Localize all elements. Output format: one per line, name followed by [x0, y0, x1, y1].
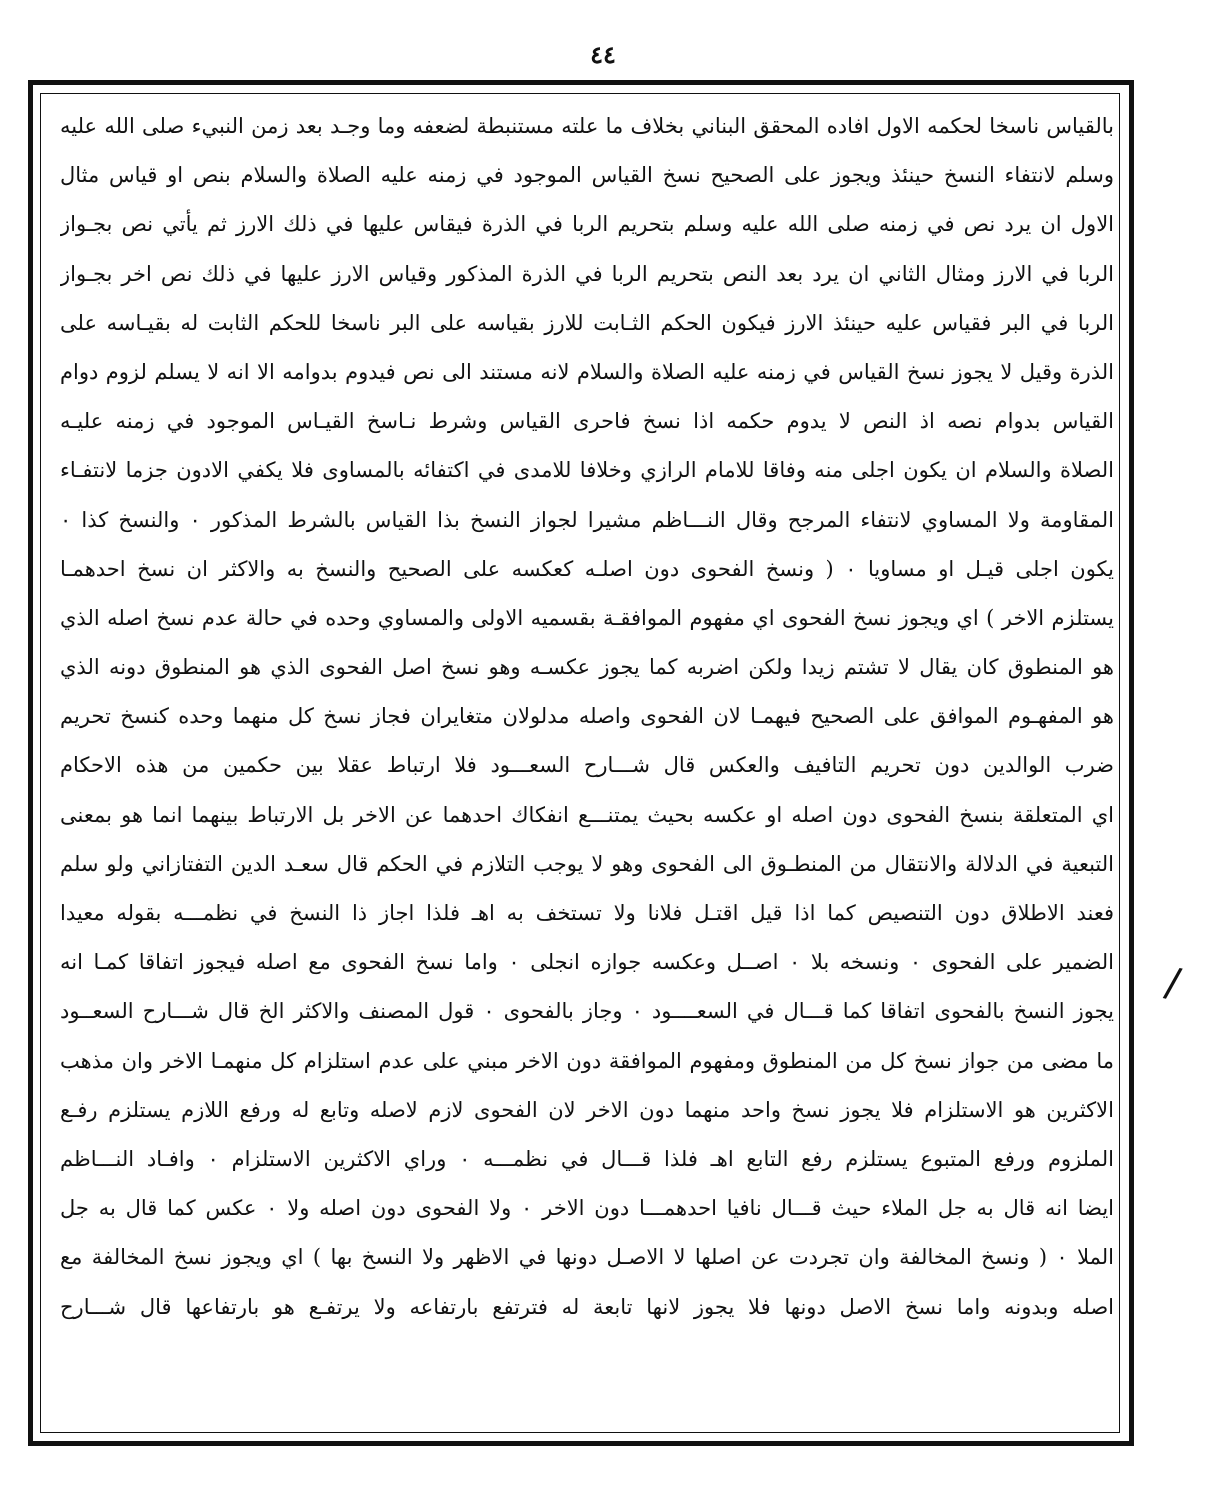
body-text	[60, 102, 1114, 1422]
text-line: فعند الاطلاق دون التنصيص كما اذا قيل اقتـل فلانا ولا تستخف به اهـ فلذا اجاز ذا النسخ في نظمـــه بقوله معيدا	[60, 901, 1114, 925]
text-line: اي المتعلقة بنسخ الفحوى دون اصله او عكسه بحيث يمتنـــع انفكاك احدهما عن الاخر بل الارتباط بينهما انما هو بمعنى	[60, 802, 1114, 827]
text-line: الربا في البر فقياس عليه حينئذ الارز فيكون الحكم الثـابت للارز بقياسه على البر ناسخا للحكم الثابت له بقيـاسه على	[60, 310, 1114, 335]
text-line: يستلزم الاخر ) اي ويجوز نسخ الفحوى اي مفهوم الموافقـة بقسميه الاولى والمساوي وحده في حالة عدم نسخ اصله الذي	[60, 605, 1114, 630]
text-line: ايضا انه قال به جل الملاء حيث قـــال نافيا احدهمـــا دون الاخر ٠ ولا الفحوى دون اصله ولا ٠ عكس كما قال به جل	[60, 1196, 1114, 1221]
text-line: وسلم لانتفاء النسخ حينئذ ويجوز على الصحيح نسخ القياس الموجود في زمنه عليه الصلاة والسلام بنص او قياس مثال	[60, 163, 1114, 188]
text-line: الملزوم ورفع المتبوع يستلزم رفع التابع اهـ فلذا قـــال في نظمـــه ٠ وراي الاكثرين الاستلزام ٠ وافـاد النـــاظم	[60, 1146, 1114, 1171]
text-line: الاول ان يرد نص في زمنه صلى الله عليه وسلم بتحريم الربا في الذرة فيقاس عليها في ذلك الارز ثم يأتي نص بجـواز	[60, 212, 1114, 237]
page-number: ٤٤	[590, 40, 616, 69]
text-line: يكون اجلى قيـل او مساويا ٠ ( ونسخ الفحوى دون اصلـه كعكسه على الصحيح والنسخ به والاكثر ان نسخ احدهمـا	[60, 556, 1114, 581]
text-line: اصله وبدونه واما نسخ الاصل دونها فلا يجوز لانها تابعة له فترتفع بارتفاعه ولا يرتفـع هو بارتفاعها قال شـــارح	[60, 1294, 1114, 1319]
text-line: بالقياس ناسخا لحكمه الاول افاده المحقق البناني بخلاف ما علته مستنبطة لضعفه وما وجـد بعد زمن النبيء صلى الله عليه	[60, 114, 1114, 138]
text-line: يجوز النسخ بالفحوى اتفاقا كما قـــال في السعــــود ٠ وجاز بالفحوى ٠ قول المصنف والاكثر الخ قال شـــارح السعــود	[60, 999, 1114, 1024]
text-line: هو المفهـوم الموافق على الصحيح فيهمـا لان الفحوى واصله مدلولان متغايران فجاز نسخ كل منهما وحده كنسخ تحريم	[60, 704, 1114, 729]
text-line: ضرب الوالدين دون تحريم التافيف والعكس قال شـــارح السعـــود فلا ارتباط عقلا بين حكمين من هذه الاحكام	[60, 753, 1114, 778]
text-line: المقاومة ولا المساوي لانتفاء المرجح وقال النـــاظم مشيرا لجواز النسخ بذا القياس بالشرط المذكور ٠ والنسخ كذا ٠	[60, 507, 1114, 532]
text-line: القياس بدوام نصه اذ النص لا يدوم حكمه اذا نسخ فاحرى القياس وشرط نـاسخ القيـاس الموجود في زمنه عليـه	[60, 409, 1114, 434]
text-line: الضمير على الفحوى ٠ ونسخه بلا ٠ اصــل وعكسه جوازه انجلى ٠ واما نسخ الفحوى مع اصله فيجوز اتفاقا كمـا انه	[60, 950, 1114, 975]
text-line: التبعية في الدلالة والانتقال من المنطـوق الى الفحوى وهو لا يوجب التلازم في الحكم قال سعـد الدين التفتازاني ولو سلم	[60, 851, 1114, 876]
text-line: الملا ٠ ( ونسخ المخالفة وان تجردت عن اصلها لا الاصـل دونها في الاظهر ولا النسخ بها ) اي ويجوز نسخ المخالفة مع	[60, 1245, 1114, 1270]
text-line: الصلاة والسلام ان يكون اجلى منه وفاقا للامام الرازي وخلافا للامدى في اكتفائه بالمساوى فلا يكفي الادون جزما لانتفـاء	[60, 458, 1114, 483]
text-line: الاكثرين هو الاستلزام فلا يجوز نسخ واحد منهما دون الاخر لان الفحوى لازم لاصله وتابع له ورفع اللازم يستلزم رفـع	[60, 1097, 1114, 1122]
text-line: ما مضى من جواز نسخ كل من المنطوق ومفهوم الموافقة دون الاخر مبني على عدم استلزام كل منهمـا الاخر وان مذهب	[60, 1048, 1114, 1073]
text-line: الربا في الارز ومثال الثاني ان يرد بعد النص بتحريم الربا في الذرة المذكور وقياس الارز عليها في ذلك نص اخر بجـواز	[60, 261, 1114, 286]
text-line: الذرة وقيل لا يجوز نسخ القياس في زمنه عليه الصلاة والسلام لانه مستند الى نص فيدوم بدوامه الا انه لا يسلم لزوم دوام	[60, 359, 1114, 384]
text-line: هو المنطوق كان يقال لا تشتم زيدا ولكن اضربه كما يجوز عكسـه وهو نسخ اصل الفحوى الذي هو المنطوق دونه الذي	[60, 655, 1114, 680]
margin-pen-mark: /	[1161, 959, 1185, 1007]
